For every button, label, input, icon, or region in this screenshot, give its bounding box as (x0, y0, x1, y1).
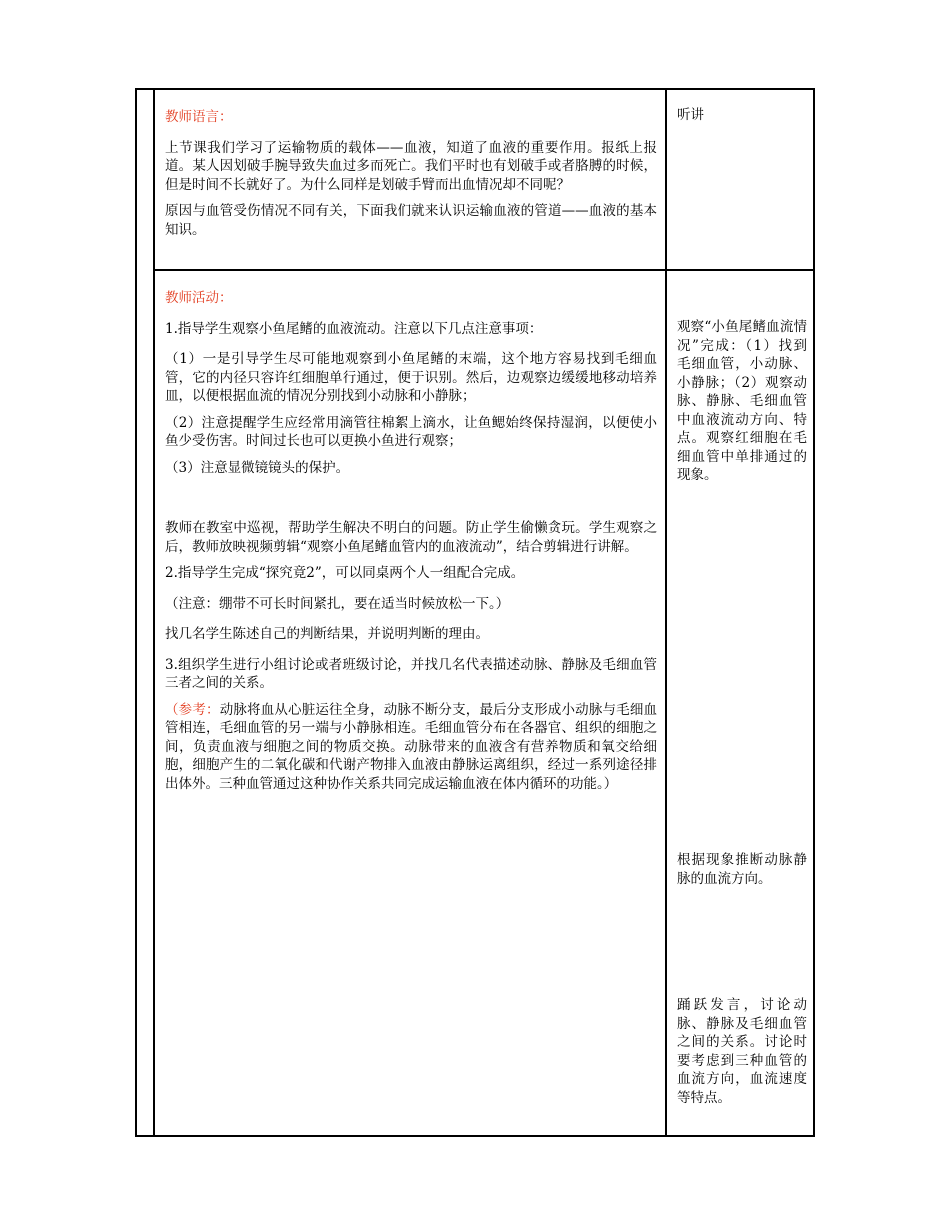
activity-step-1: 1.指导学生观察小鱼尾鳍的血液流动。注意以下几点注意事项： (165, 320, 543, 337)
activity-student-report: 找几名学生陈述自己的判断结果，并说明判断的理由。 (165, 626, 489, 642)
reference-label: 参考： (178, 701, 220, 718)
teacher-language-paragraph-1: 上节课我们学习了运输物质的载体——血液，知道了血液的重要作用。报纸上报道。某人因划破手腕导致失血过多而死亡。我们平时也有划破手或者胳膊的时候，但是时间不长就好了。为什么同样是划破手臂而出血情况却不同呢？ (165, 139, 657, 193)
reference-text: 动脉将血从心脏运往全身，动脉不断分支，最后分支形成小动脉与毛细血管相连，毛细血管的另一端与小静脉相连。毛细血管分布在各器官、组织的细胞之间，负责血液与细胞之间的物质交换。动脉带来的血液含有营养物质和氧交给细胞，细胞产生的二氧化碳和代谢产物排入血液由静脉运离组织，经过一系列途径排出体外。三种血管通过这种协作关系共同完成运输血液在体内循环的功能。） (165, 701, 658, 792)
teacher-language-paragraph-2: 原因与血管受伤情况不同有关，下面我们就来认识运输血液的管道——血液的基本知识。 (165, 203, 657, 238)
teacher-activity-heading: 教师活动： (165, 290, 233, 306)
row-divider (155, 269, 813, 271)
student-activity-observe: 观察“小鱼尾鳍血流情况”完成：（1）找到毛细血管，小动脉、小静脉；（2）观察动脉、静脉、毛细血管中血液流动方向、特点。观察红细胞在毛细血管中单排通过的现象。 (677, 319, 807, 483)
activity-teacher-patrol: 教师在教室中巡视，帮助学生解决不明白的问题。防止学生偷懒贪玩。学生观察之后，教师放映视频剪辑“观察小鱼尾鳍血管内的血液流动”，结合剪辑进行讲解。 (165, 520, 657, 555)
column-divider-right (665, 90, 667, 1135)
activity-step-2: 2.指导学生完成“探究竟2”，可以同桌两个人一组配合完成。 (165, 565, 525, 581)
activity-note-1: （1）一是引导学生尽可能地观察到小鱼尾鳍的末端，这个地方容易找到毛细血管，它的内径只容许红细胞单行通过，便于识别。然后，边观察边缓缓地移动培养皿，以便根据血流的情况分别找到小动脉和小静脉； (165, 351, 657, 404)
teacher-activity-cell (165, 289, 657, 801)
activity-step-3: 3.组织学生进行小组讨论或者班级讨论，并找几名代表描述动脉、静脉及毛细血管三者之间的关系。 (165, 656, 657, 691)
reference-open-paren: （ (165, 701, 179, 718)
student-activity-cell-1 (677, 106, 807, 125)
activity-caution: （注意：绷带不可长时间紧扎，要在适当时候放松一下。） (165, 595, 510, 612)
teacher-language-cell (165, 108, 657, 247)
column-divider-left (153, 90, 155, 1135)
student-activity-listen: 听讲 (677, 107, 704, 123)
lesson-table (135, 88, 815, 1137)
teacher-language-heading: 教师语言： (165, 109, 233, 125)
student-activity-infer: 根据现象推断动脉静脉的血流方向。 (677, 852, 807, 887)
activity-reference (165, 701, 657, 794)
activity-note-2: （2）注意提醒学生应经常用滴管往棉絮上滴水，让鱼鳃始终保持湿润，以便使小鱼少受伤害。时间过长也可以更换小鱼进行观察； (165, 414, 657, 449)
student-activity-discuss: 踊跃发言，讨论动脉、静脉及毛细血管之间的关系。讨论时要考虑到三种血管的血流方向，血流速度等特点。 (677, 997, 807, 1106)
activity-note-3: （3）注意显微镜镜头的保护。 (165, 459, 350, 476)
